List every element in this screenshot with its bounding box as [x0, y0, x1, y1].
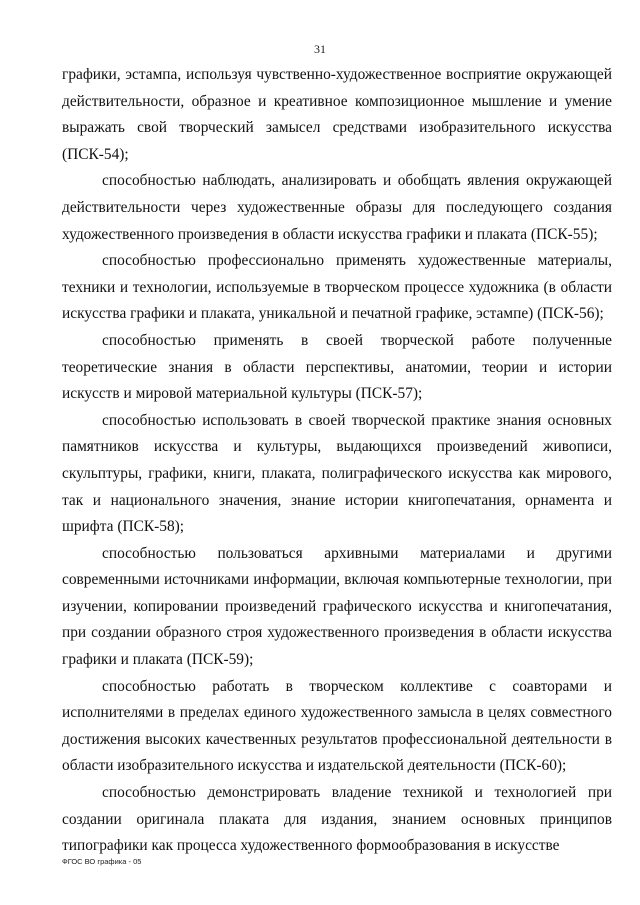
paragraph-psk-59: способностью пользоваться архивными материалами и другими современными источниками информации, включая компьютерные технологии, при изучении, копировании произведений графического искусства и книгопечатания, при создании образного строя художественного произведения в области искусства графики и плаката (ПСК-59); — [62, 544, 612, 669]
paragraph-psk-57: способностью применять в своей творческой работе полученные теоретические знания в области перспективы, анатомии, теории и истории искусств и мировой материальной культуры (ПСК-57); — [62, 331, 612, 403]
paragraph-psk-55: способностью наблюдать, анализировать и обобщать явления окружающей действительности через художественные образы для последующего создания художественного произведения в области искусства графики и плаката (ПСК-55); — [62, 172, 612, 243]
paragraph-psk-61-partial: способностью демонстрировать владение техникой и технологией при создании оригинала плаката для издания, знанием основных принципов типографики как процесса художественного формообразования в искусстве — [62, 784, 612, 855]
document-body — [62, 62, 612, 860]
paragraph-psk-60: способностью работать в творческом коллективе с соавторами и исполнителями в пределах единого художественного замысла в целях совместного достижения высоких качественных результатов профессиональной деятельности в области изобразительного искусства и издательской деятельности (ПСК-60); — [62, 677, 612, 775]
paragraph-psk-56: способностью профессионально применять художественные материалы, техники и технологии, используемые в творческом процессе художника (в области искусства графики и плаката, уникальной и печатной графике, эстампе) (ПСК-56); — [62, 252, 612, 323]
page-number: 31 — [314, 42, 326, 56]
paragraph-psk-58: способностью использовать в своей творческой практике знания основных памятников искусства и культуры, выдающихся произведений живописи, скульптуры, графики, книги, плаката, полиграфического искусства как мирового, так и национального значения, знание истории книгопечатания, орнамента и шрифта (ПСК-58); — [62, 411, 612, 536]
paragraph-continuation: графики, эстампа, используя чувственно-художественное восприятие окружающей действительности, образное и креативное композиционное мышление и умение выражать свой творческий замысел средствами изобразительного искусства (ПСК-54); — [62, 66, 612, 163]
footer-label: ФГОС ВО графика - 05 — [62, 857, 142, 866]
